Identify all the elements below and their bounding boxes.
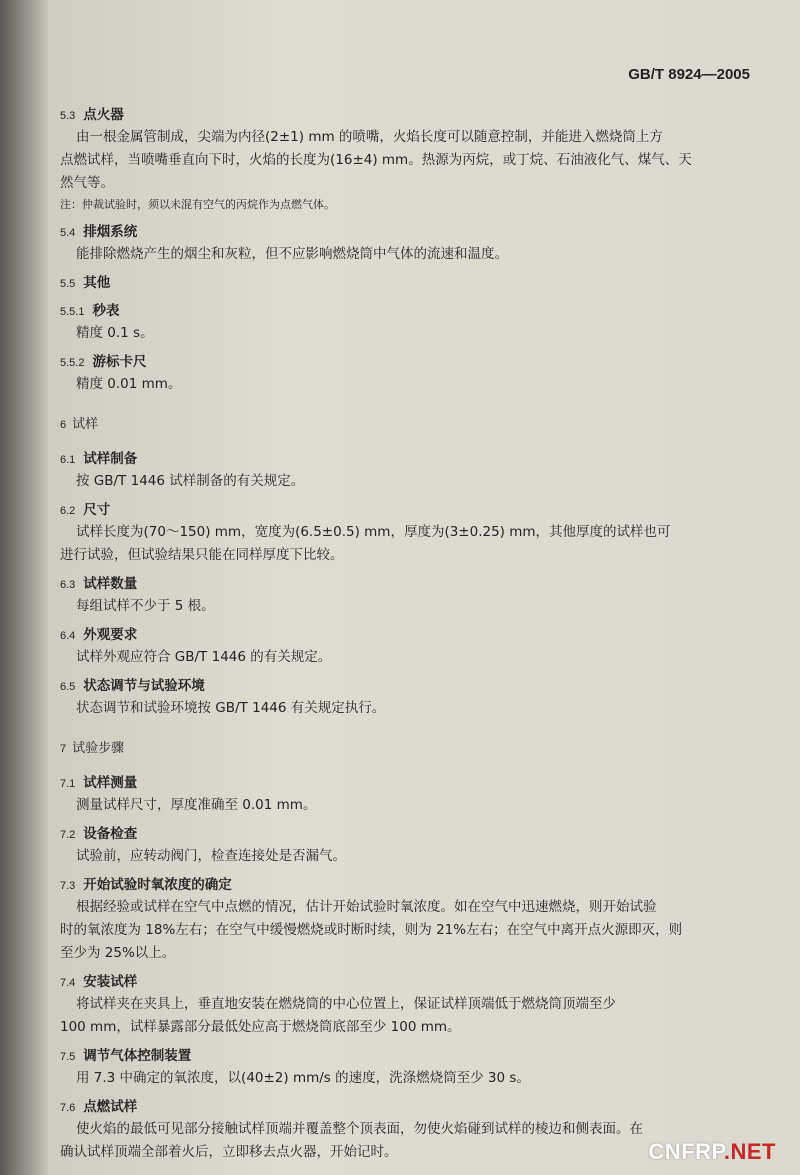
heading-number: 5.5 [60, 278, 76, 290]
section-heading [60, 351, 750, 373]
section-heading [60, 448, 750, 470]
heading-number: 7 [60, 743, 67, 755]
heading-number: 7.2 [60, 829, 76, 841]
heading-number: 7.6 [60, 1102, 76, 1114]
section-heading [60, 675, 750, 697]
section-heading [60, 874, 750, 896]
paragraph-line: 精度 0.1 s。 [76, 325, 154, 341]
heading-title: 试样 [72, 417, 99, 432]
paragraph-line: 试样外观应符合 GB/T 1446 的有关规定。 [76, 649, 332, 665]
paragraph-line: 将试样夹在夹具上，垂直地安装在燃烧筒的中心位置上，保证试样顶端低于燃烧筒顶端至少 [76, 996, 616, 1012]
section-heading [60, 499, 750, 521]
note-text: 注：仲裁试验时，须以未混有空气的丙烷作为点燃气体。 [60, 198, 335, 211]
heading-title: 调节气体控制装置 [83, 1048, 192, 1064]
paragraph-line: 试样长度为(70～150) mm，宽度为(6.5±0.5) mm，厚度为(3±0.25) mm，其他厚度的试样也可 [76, 524, 671, 540]
heading-number: 5.5.2 [60, 357, 85, 369]
heading-title: 其他 [83, 275, 111, 291]
heading-number: 5.3 [60, 110, 76, 122]
heading-number: 5.5.1 [60, 306, 85, 318]
paragraph-line: 使火焰的最低可见部分接触试样顶端并覆盖整个顶表面，勿使火焰碰到试样的棱边和侧表面。在 [76, 1121, 643, 1137]
paragraph-line: 用 7.3 中确定的氧浓度，以(40±2) mm/s 的速度，洗涤燃烧筒至少 30 s。 [76, 1070, 530, 1086]
heading-number: 6.3 [60, 579, 76, 591]
section-heading [60, 1045, 750, 1067]
paragraph-line: 精度 0.01 mm。 [76, 376, 182, 392]
paragraph-line: 试验前，应转动阀门，检查连接处是否漏气。 [76, 848, 346, 864]
section-heading [60, 104, 750, 126]
heading-title: 外观要求 [83, 627, 138, 643]
heading-title: 点燃试样 [83, 1099, 138, 1115]
paragraph-line: 至少为 25%以上。 [60, 945, 176, 961]
heading-title: 尺寸 [83, 502, 111, 518]
paragraph-line: 能排除燃烧产生的烟尘和灰粒，但不应影响燃烧筒中气体的流速和温度。 [76, 246, 508, 262]
paragraph-line: 点燃试样，当喷嘴垂直向下时，火焰的长度为(16±4) mm。热源为丙烷，或丁烷、石油液化气、煤气、天 [60, 152, 692, 168]
heading-number: 6.2 [60, 505, 76, 517]
heading-title: 设备检查 [83, 826, 138, 842]
paragraph-line: 状态调节和试验环境按 GB/T 1446 有关规定执行。 [76, 700, 386, 716]
section-heading [60, 823, 750, 845]
heading-title: 试样数量 [83, 576, 138, 592]
paragraph-line: 时的氧浓度为 18%左右；在空气中缓慢燃烧或时断时续，则为 21%左右；在空气中离开点火源即灭，则 [60, 922, 683, 938]
heading-title: 开始试验时氧浓度的确定 [83, 877, 232, 893]
heading-number: 7.1 [60, 778, 76, 790]
chapter-heading [60, 414, 750, 436]
paragraph-line: 确认试样顶端全部着火后，立即移去点火器，开始记时。 [60, 1144, 398, 1160]
standard-number: GB/T 8924—2005 [628, 66, 750, 83]
heading-number: 6 [60, 419, 67, 431]
heading-title: 状态调节与试验环境 [83, 678, 205, 694]
heading-number: 7.3 [60, 880, 76, 892]
heading-title: 排烟系统 [83, 224, 138, 240]
heading-number: 7.5 [60, 1051, 76, 1063]
paragraph-line: 然气等。 [60, 175, 114, 191]
section-heading [60, 1096, 750, 1118]
heading-number: 5.4 [60, 227, 76, 239]
paragraph-line: 按 GB/T 1446 试样制备的有关规定。 [76, 473, 305, 489]
section-heading [60, 300, 750, 322]
paragraph-line: 100 mm，试样暴露部分最低处应高于燃烧筒底部至少 100 mm。 [60, 1019, 461, 1035]
heading-number: 6.4 [60, 630, 76, 642]
paragraph-line: 每组试样不少于 5 根。 [76, 598, 215, 614]
paragraph-line: 由一根金属管制成，尖端为内径(2±1) mm 的喷嘴，火焰长度可以随意控制，并能进入燃烧筒上方 [76, 129, 663, 145]
section-heading [60, 573, 750, 595]
heading-title: 点火器 [83, 107, 124, 123]
heading-title: 试验步骤 [72, 741, 125, 756]
heading-number: 6.1 [60, 454, 76, 466]
site-watermark: CNFRP.NET [648, 1139, 776, 1164]
section-heading [60, 772, 750, 794]
document-body [60, 104, 750, 1164]
section-heading [60, 971, 750, 993]
section-heading [60, 624, 750, 646]
page-binding-shadow [0, 0, 48, 1175]
heading-title: 秒表 [92, 303, 120, 319]
paragraph-line: 根据经验或试样在空气中点燃的情况，估计开始试验时氧浓度。如在空气中迅速燃烧，则开始试验 [76, 899, 657, 915]
heading-title: 游标卡尺 [92, 354, 147, 370]
paragraph-line: 测量试样尺寸，厚度准确至 0.01 mm。 [76, 797, 317, 813]
heading-title: 试样测量 [83, 775, 138, 791]
paragraph-line: 进行试验，但试验结果只能在同样厚度下比较。 [60, 547, 344, 563]
section-heading [60, 272, 750, 294]
heading-number: 6.5 [60, 681, 76, 693]
heading-title: 安装试样 [83, 974, 138, 990]
chapter-heading [60, 738, 750, 760]
section-heading [60, 221, 750, 243]
heading-number: 7.4 [60, 977, 76, 989]
heading-title: 试样制备 [83, 451, 138, 467]
